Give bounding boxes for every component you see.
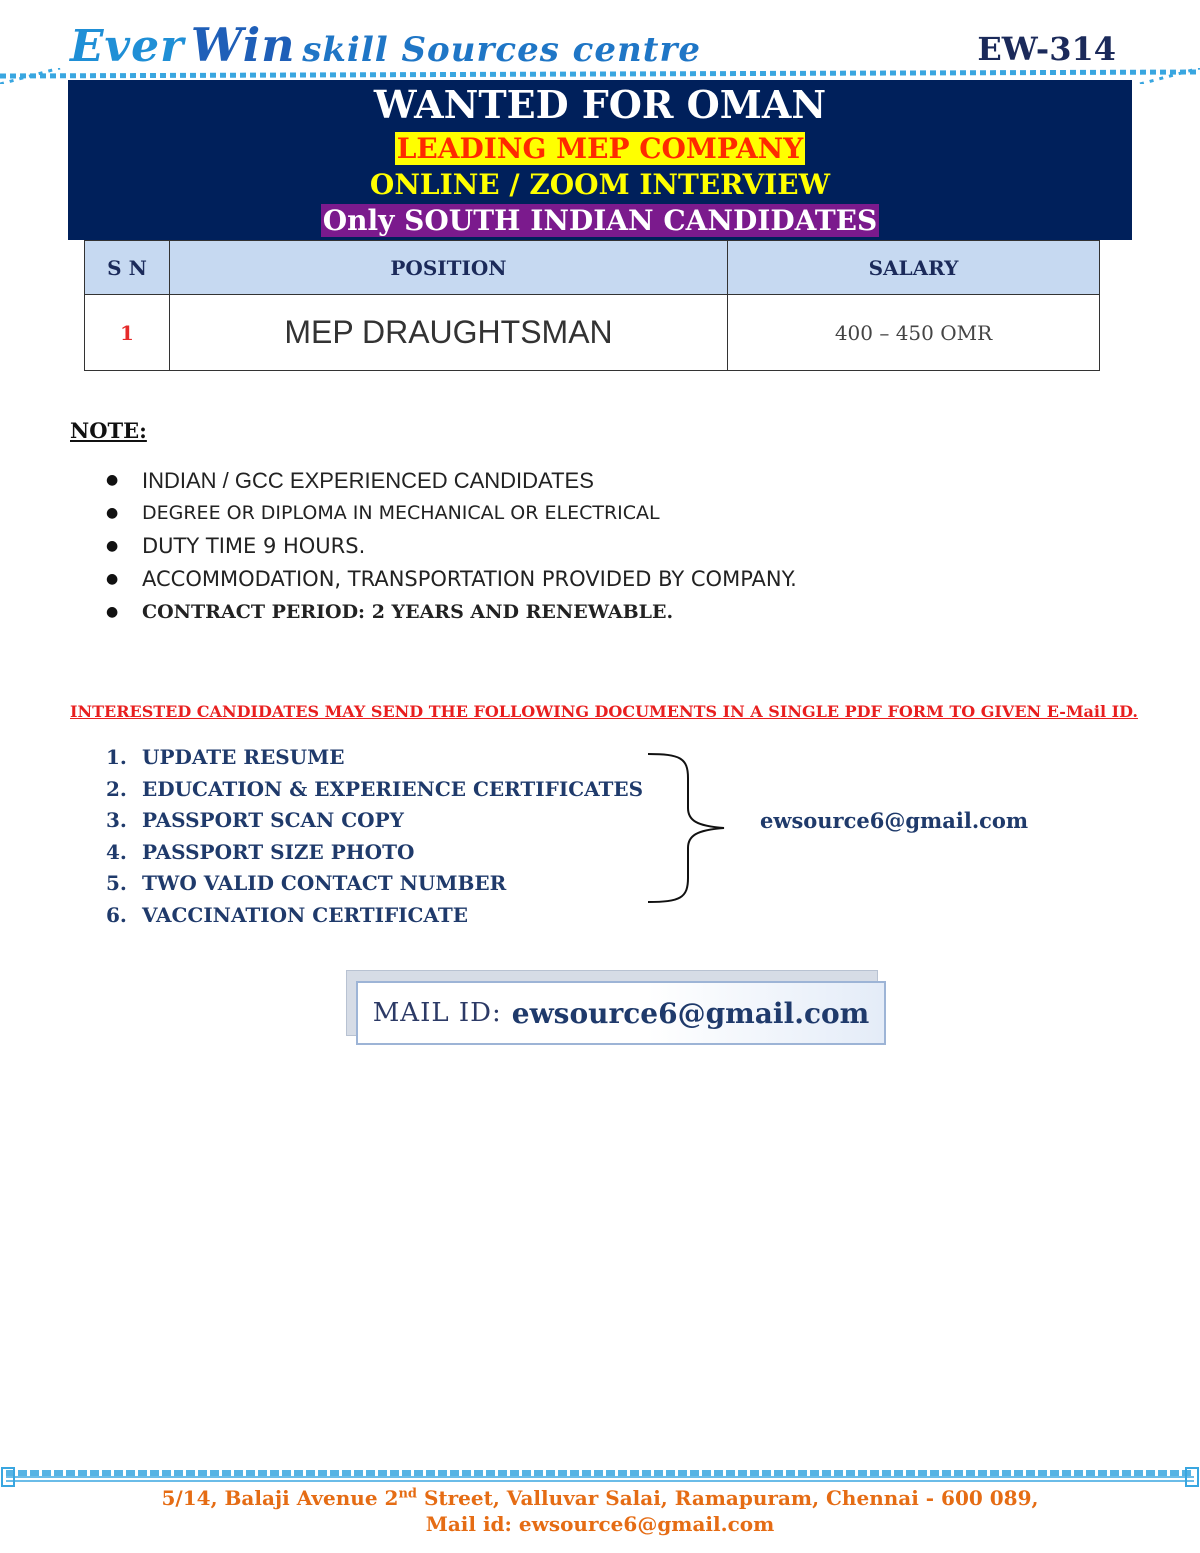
doc-text: VACCINATION CERTIFICATE	[142, 902, 468, 927]
header-salary: SALARY	[728, 241, 1100, 295]
header-position: POSITION	[170, 241, 728, 295]
doc-number: 5.	[106, 871, 127, 896]
doc-number: 4.	[106, 839, 127, 864]
banner-candidates-line	[68, 204, 1132, 237]
banner-title: WANTED FOR OMAN	[373, 82, 827, 127]
doc-number: 3.	[106, 808, 127, 833]
doc-text: PASSPORT SCAN COPY	[142, 808, 404, 833]
instructions-text: INTERESTED CANDIDATES MAY SEND THE FOLLOWING DOCUMENTS IN A SINGLE PDF FORM TO GIVEN E-Mail ID.	[70, 702, 1138, 721]
banner-company: LEADING MEP COMPANY	[396, 132, 804, 165]
list-item	[106, 805, 643, 837]
mail-id-label: MAIL ID:	[372, 998, 502, 1028]
mail-id-value[interactable]: ewsource6@gmail.com	[511, 996, 870, 1030]
list-item: ● CONTRACT PERIOD: 2 YEARS AND RENEWABLE.	[106, 596, 797, 629]
list-item	[106, 868, 643, 900]
curly-brace-icon	[640, 748, 740, 908]
brand-part-skill: skill Sources centre	[302, 30, 701, 70]
table-header-row	[85, 241, 1100, 295]
footer-address	[0, 1486, 1200, 1510]
doc-number: 6.	[106, 902, 127, 927]
list-item	[106, 900, 643, 932]
footer-mail: Mail id: ewsource6@gmail.com	[425, 1512, 775, 1536]
brand-part-win: Win	[190, 18, 296, 72]
address-sup: nd	[398, 1486, 417, 1502]
cell-position: MEP DRAUGHTSMAN	[170, 295, 728, 371]
cell-salary: 400 – 450 OMR	[728, 295, 1100, 371]
email-link[interactable]: ewsource6@gmail.com	[760, 808, 1029, 833]
list-item: ● DUTY TIME 9 HOURS.	[106, 530, 797, 563]
brand-part-ever: Ever	[70, 21, 185, 72]
address-part-a: 5/14, Balaji Avenue 2	[161, 1486, 399, 1510]
reference-code: EW-314	[977, 30, 1116, 68]
header-sn: S N	[85, 241, 170, 295]
doc-number: 2.	[106, 776, 127, 801]
documents-list	[106, 742, 643, 932]
address-part-b: Street, Valluvar Salai, Ramapuram, Chennai - 600 089,	[417, 1486, 1039, 1510]
doc-text: EDUCATION & EXPERIENCE CERTIFICATES	[142, 776, 644, 801]
mail-id-box	[356, 981, 886, 1045]
doc-number: 1.	[106, 745, 127, 769]
list-item	[106, 837, 643, 869]
doc-text: TWO VALID CONTACT NUMBER	[142, 871, 507, 896]
banner-interview: ONLINE / ZOOM INTERVIEW	[369, 168, 831, 201]
headline-banner	[68, 80, 1132, 240]
doc-text: UPDATE RESUME	[142, 745, 345, 769]
brand-logo-text	[70, 18, 701, 72]
list-item	[106, 742, 643, 774]
list-item: ● DEGREE OR DIPLOMA IN MECHANICAL OR ELECTRICAL	[106, 497, 797, 530]
banner-company-line	[68, 132, 1132, 165]
list-item: ● ACCOMMODATION, TRANSPORTATION PROVIDED BY COMPANY.	[106, 563, 797, 596]
table-row	[85, 295, 1100, 371]
positions-table	[84, 240, 1100, 371]
doc-text: PASSPORT SIZE PHOTO	[142, 839, 415, 864]
note-list	[106, 464, 797, 629]
list-item	[106, 774, 643, 806]
cell-sn: 1	[85, 295, 170, 371]
banner-candidates: Only SOUTH INDIAN CANDIDATES	[322, 204, 878, 237]
list-item: ● INDIAN / GCC EXPERIENCED CANDIDATES	[106, 464, 797, 497]
note-heading: NOTE:	[70, 418, 147, 443]
